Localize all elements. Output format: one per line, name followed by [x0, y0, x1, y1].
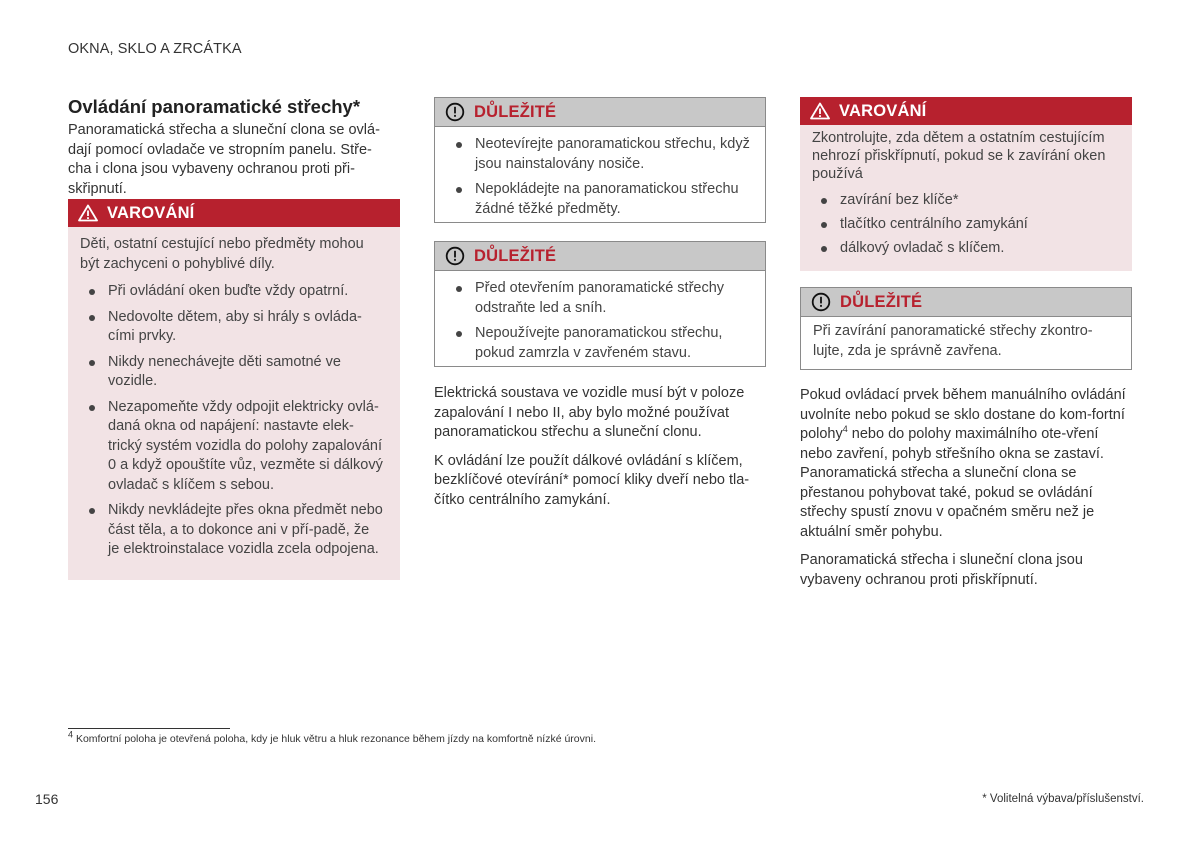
warning-label: VAROVÁNÍ: [839, 101, 927, 120]
page-number: 156: [35, 791, 59, 807]
exclamation-circle-icon: [445, 102, 465, 122]
important-label: DŮLEŽITÉ: [474, 246, 557, 265]
exclamation-circle-icon: [811, 292, 831, 312]
column-2-text: [434, 384, 759, 519]
list-item: Nikdy nenechávejte děti samotné ve vozidle.: [80, 353, 384, 392]
paragraph: Panoramatická střecha i sluneční clona jsou vybaveny ochranou proti přiskřípnutí.: [800, 552, 1083, 588]
optional-equipment-note: * Volitelná výbava/příslušenství.: [982, 793, 1144, 805]
intro-line: cha i clona jsou vybaveny ochranou proti při-: [68, 161, 355, 177]
column-3-text: [800, 386, 1134, 599]
warning-box-children: [68, 199, 400, 580]
list-item: Nezapomeňte vždy odpojit elektricky ovlá-daná okna od napájení: nastavte elek-trický systém vozidla do polohy zapalování 0 a když opouštíte vůz, vezměte si dálkový ovladač s klíčem s sebou.: [80, 398, 384, 496]
list-item: Při ovládání oken buďte vždy opatrní.: [80, 282, 384, 302]
warning-triangle-icon: [810, 102, 830, 120]
section-title: Ovládání panoramatické střechy*: [68, 96, 361, 117]
important-label: DŮLEŽITÉ: [474, 102, 557, 121]
warning-list: [80, 282, 384, 560]
intro-line: skřipnutí.: [68, 180, 127, 197]
running-header: OKNA, SKLO A ZRCÁTKA: [68, 41, 242, 57]
important-box-closing: [800, 287, 1132, 370]
list-item: tlačítko centrálního zamykání: [812, 215, 1120, 233]
important-list: [447, 135, 753, 219]
footnote-number: 4: [68, 729, 74, 740]
list-item: Neotevírejte panoramatickou střechu, když jsou nainstalovány nosiče.: [447, 135, 753, 174]
list-item: dálkový ovladač s klíčem.: [812, 239, 1120, 257]
warning-intro: Děti, ostatní cestující nebo předměty mohou být zachyceni o pohyblivé díly.: [80, 236, 364, 272]
intro-line: dají pomocí ovladače ve stropním panelu. Stře-: [68, 141, 372, 158]
intro-line: Panoramatická střecha a sluneční clona se ovlá-: [68, 122, 380, 138]
warning-header: [800, 97, 1132, 125]
footnote-divider: [68, 728, 230, 729]
exclamation-circle-icon: [445, 246, 465, 266]
list-item: Nikdy nevkládejte přes okna předmět nebo část těla, a to dokonce ani v pří-padě, že je elektroinstalace vozidla zcela odpojena.: [80, 501, 384, 560]
important-header: [435, 242, 765, 271]
warning-header: [68, 199, 400, 227]
important-box-carriers: [434, 97, 766, 223]
important-header: [801, 288, 1131, 317]
list-item: Nepokládejte na panoramatickou střechu žádné těžké předměty.: [447, 180, 753, 219]
important-list: [447, 279, 753, 363]
footnote-text: Komfortní poloha je otevřená poloha, kdy je hluk větru a hluk rezonance během jízdy na komfortně nízké úrovni.: [75, 733, 596, 745]
important-text: Při zavírání panoramatické střechy zkontro-lujte, zda je správně zavřena.: [813, 323, 1093, 359]
warning-list: [812, 191, 1120, 257]
paragraph: [800, 386, 1134, 542]
footnote: [68, 729, 596, 745]
important-label: DŮLEŽITÉ: [840, 292, 923, 311]
list-item: Nepoužívejte panoramatickou střechu, pokud zamrzla v zavřeném stavu.: [447, 324, 753, 363]
paragraph-part: Pokud ovládací prvek během manuálního ovládání uvolníte nebo pokud se sklo dostane do kom-fortní polohy: [800, 387, 1126, 442]
warning-box-pinching: [800, 97, 1132, 271]
list-item: zavírání bez klíče*: [812, 191, 1120, 209]
important-box-ice: [434, 241, 766, 367]
important-header: [435, 98, 765, 127]
intro-paragraph: [68, 121, 400, 199]
paragraph: K ovládání lze použít dálkové ovládání s klíčem, bezklíčové otevírání* pomocí kliky dveří nebo tla-čítko centrálního zamykání.: [434, 452, 750, 508]
warning-triangle-icon: [78, 204, 98, 222]
paragraph-part: nebo do polohy maximálního ote-vření nebo zavření, pohyb střešního okna se zastaví. Panoramatická střecha a sluneční clona se přestanou pohybovat také, pokud se ovládání střechy spustí znovu v opačném směru než je aktuální směr pohybu.: [800, 426, 1104, 540]
warning-intro: Zkontrolujte, zda dětem a ostatním cestujícím nehrozí přiskřípnutí, pokud se k zavírání oken používá: [812, 130, 1106, 182]
list-item: Nedovolte dětem, aby si hrály s ovláda-cími prvky.: [80, 308, 384, 347]
paragraph: Elektrická soustava ve vozidle musí být v poloze zapalování I nebo II, aby bylo možné používat panoramatickou střechu a sluneční clonu.: [434, 385, 745, 440]
column-1: [68, 96, 400, 199]
list-item: Před otevřením panoramatické střechy odstraňte led a sníh.: [447, 279, 753, 318]
warning-label: VAROVÁNÍ: [107, 203, 195, 222]
footnote-ref: 4: [842, 424, 848, 435]
